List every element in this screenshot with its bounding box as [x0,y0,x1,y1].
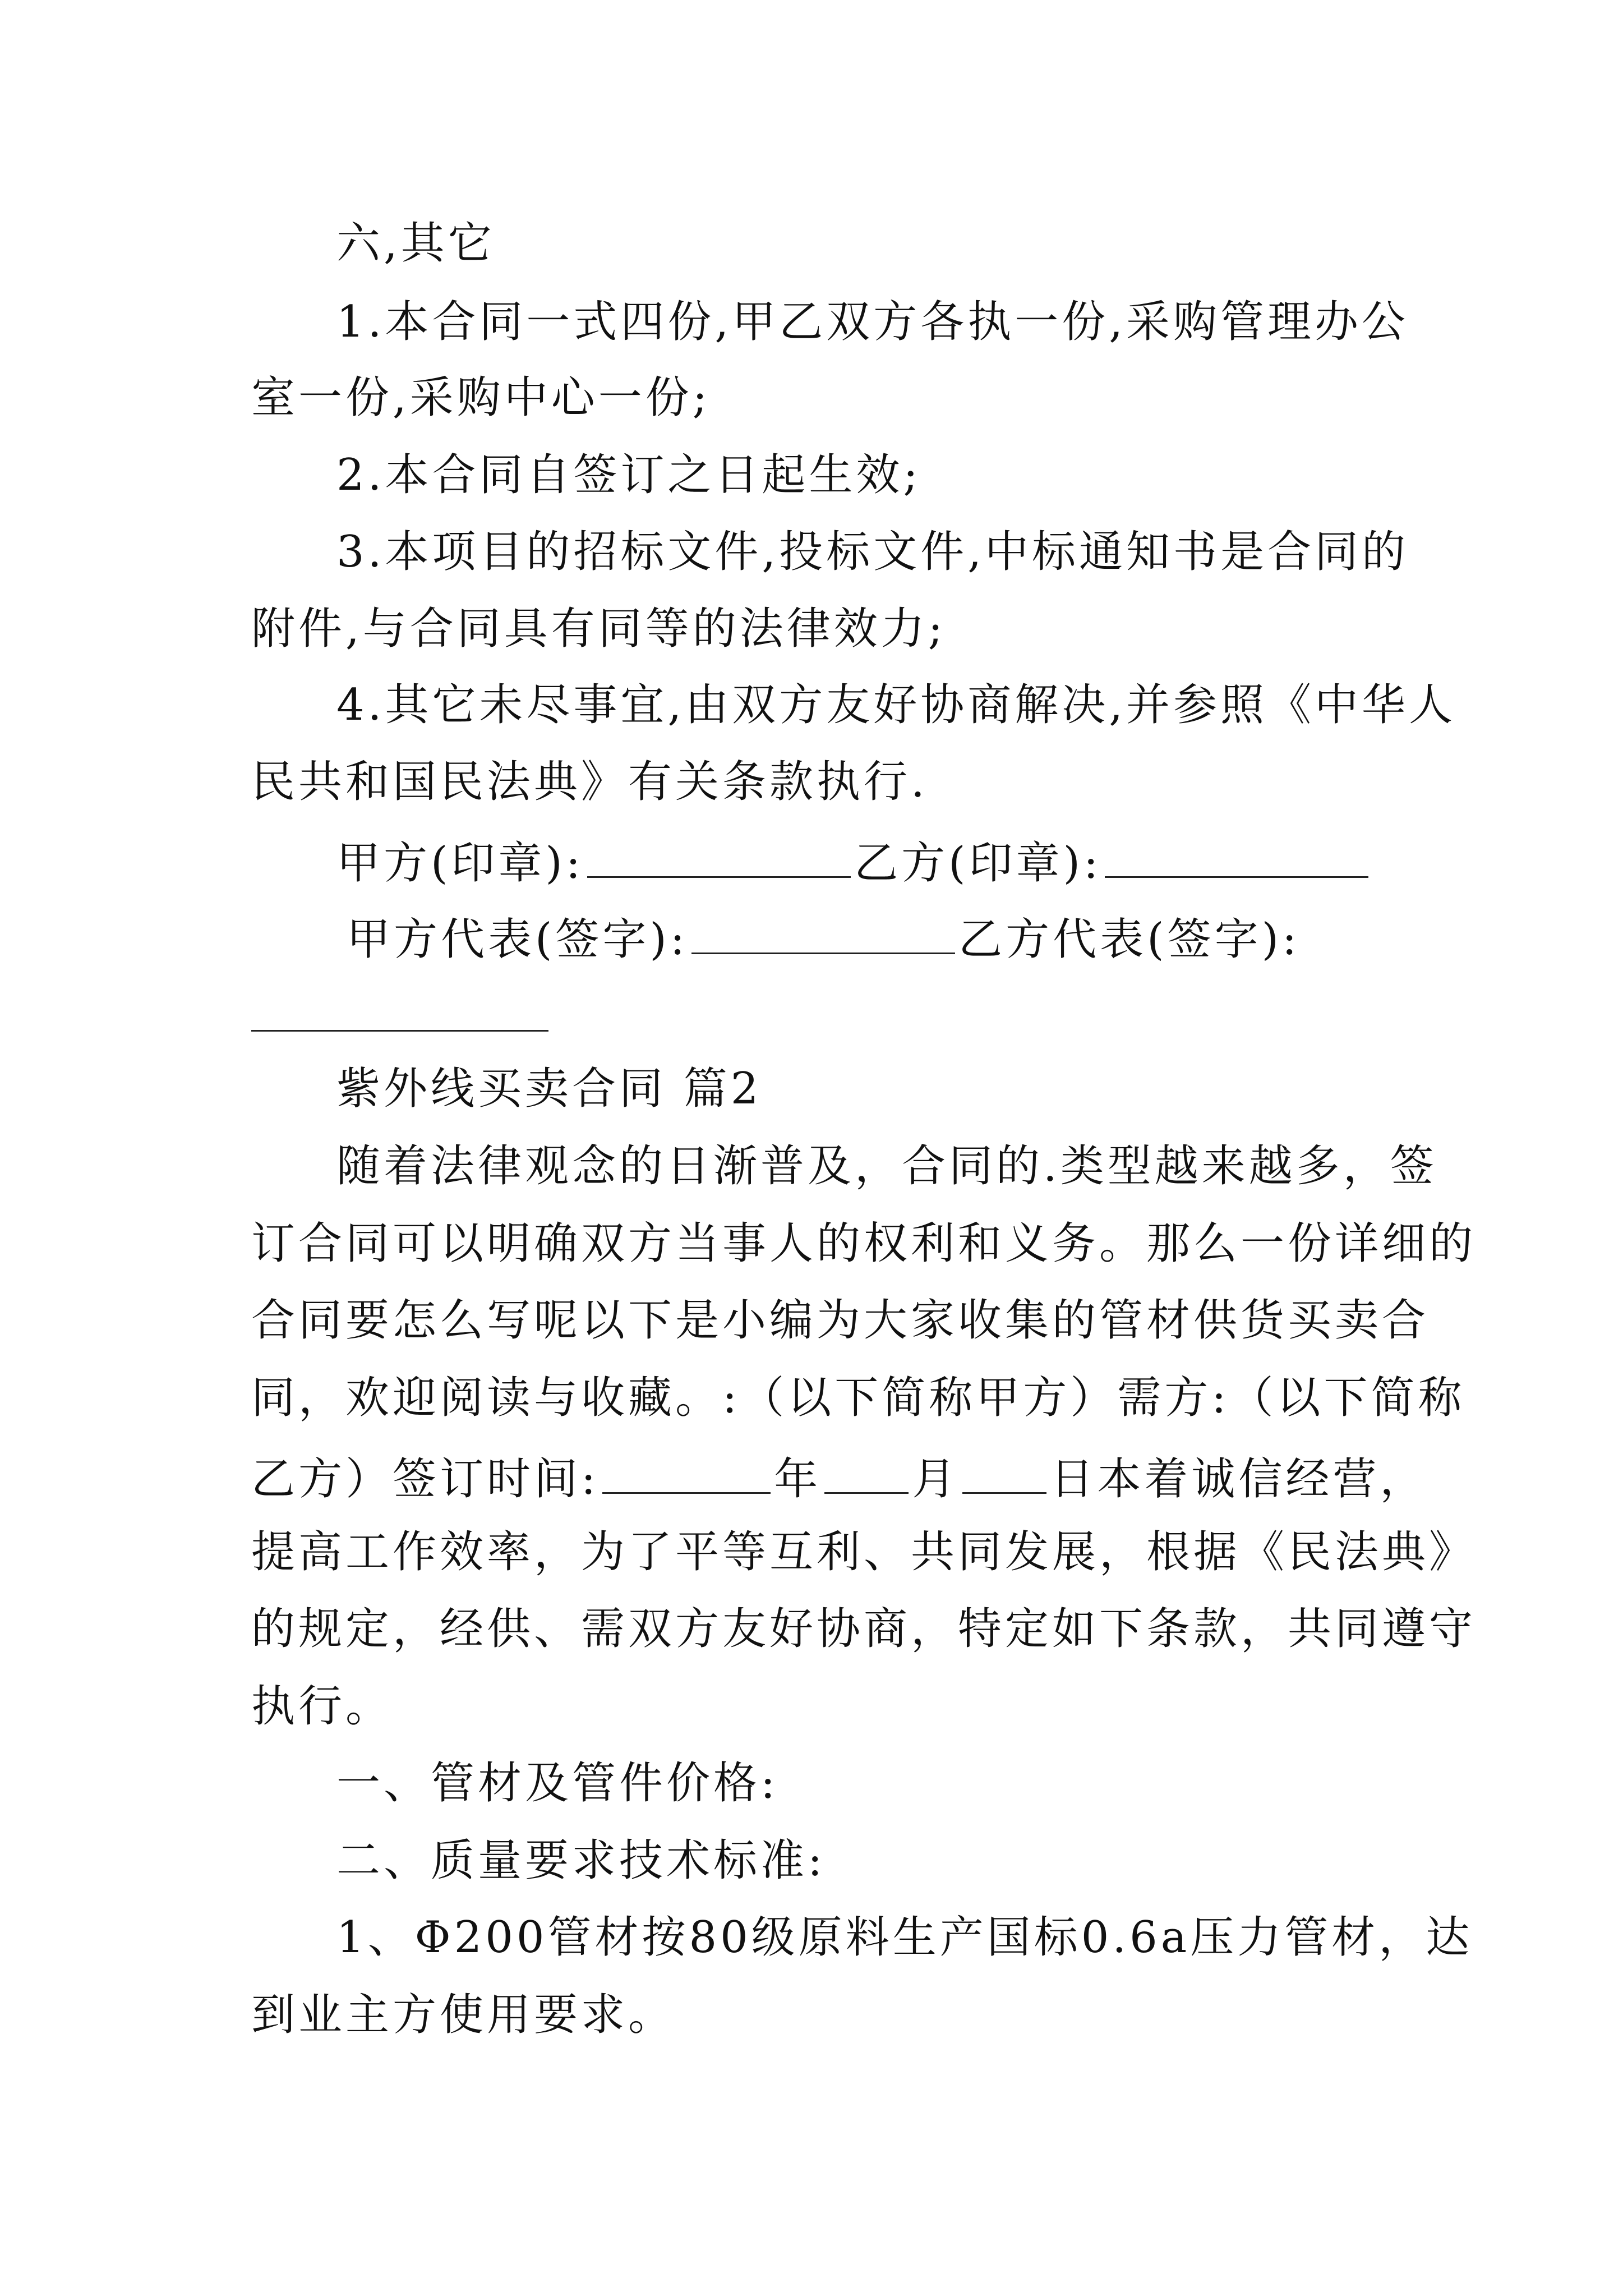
party-a-rep-blank [691,913,955,954]
paragraph-line: 提高工作效率，为了平等互利、共同发展，根据《民法典》 [251,1527,1477,1577]
paragraph-line: 订合同可以明确双方当事人的权利和义务。那么一份详细的 [251,1218,1477,1269]
month-label: 月 [912,1454,960,1505]
clause-line: 4.其它未尽事宜,由双方友好协商解决,并参照《中华人 [336,680,1456,730]
party-a-rep-label: 甲方代表(签字): [347,914,689,965]
clause-line: 民共和国民法典》有关条款执行. [251,757,928,807]
clause-line: 3.本项目的招标文件,投标文件,中标通知书是合同的 [336,527,1409,577]
party-b-seal-label: 乙方(印章): [854,838,1102,889]
clause-line: 2.本合同自签订之日起生效; [336,450,921,500]
date-suffix: 日本着诚信经营， [1050,1454,1427,1505]
date-line [251,1453,1427,1505]
clause-line: 1、Φ200管材按80级原料生产国标0.6a压力管材，达 [336,1912,1473,1963]
party-a-seal-blank [587,837,851,878]
signature-row-rep [347,913,1301,965]
day-blank [962,1453,1046,1494]
paragraph-line: 执行。 [251,1681,393,1732]
clause-line: 到业主方使用要求。 [251,1990,676,2040]
clause-line: 室一份,采购中心一份; [251,372,711,423]
month-blank [824,1453,909,1494]
party-a-seal-label: 甲方(印章): [336,838,584,889]
clause-heading: 二、质量要求技术标准: [336,1835,826,1886]
paragraph-line: 合同要怎么写呢以下是小编为大家收集的管材供货买卖合 [251,1295,1430,1346]
year-label: 年 [774,1454,822,1505]
year-blank [602,1453,771,1494]
part2-title: 紫外线买卖合同 篇2 [336,1064,762,1114]
clause-heading: 一、管材及管件价格: [336,1758,779,1809]
section-heading: 六,其它 [336,218,495,269]
party-b-rep-blank [251,1030,548,1032]
clause-line: 1.本合同一式四份,甲乙双方各执一份,采购管理办公 [336,297,1409,347]
paragraph-line: 同，欢迎阅读与收藏。:（以下简称甲方）需方:（以下简称 [251,1373,1465,1423]
signature-row-seal [336,837,1372,889]
clause-line: 附件,与合同具有同等的法律效力; [251,604,947,654]
party-b-seal-blank [1105,837,1368,878]
paragraph-line: 的规定，经供、需双方友好协商，特定如下条款，共同遵守 [251,1604,1477,1654]
paragraph-line: 随着法律观念的日渐普及，合同的.类型越来越多，签 [336,1141,1437,1191]
party-b-rep-label: 乙方代表(签字): [958,914,1301,965]
date-prefix: 乙方）签订时间: [251,1454,600,1505]
